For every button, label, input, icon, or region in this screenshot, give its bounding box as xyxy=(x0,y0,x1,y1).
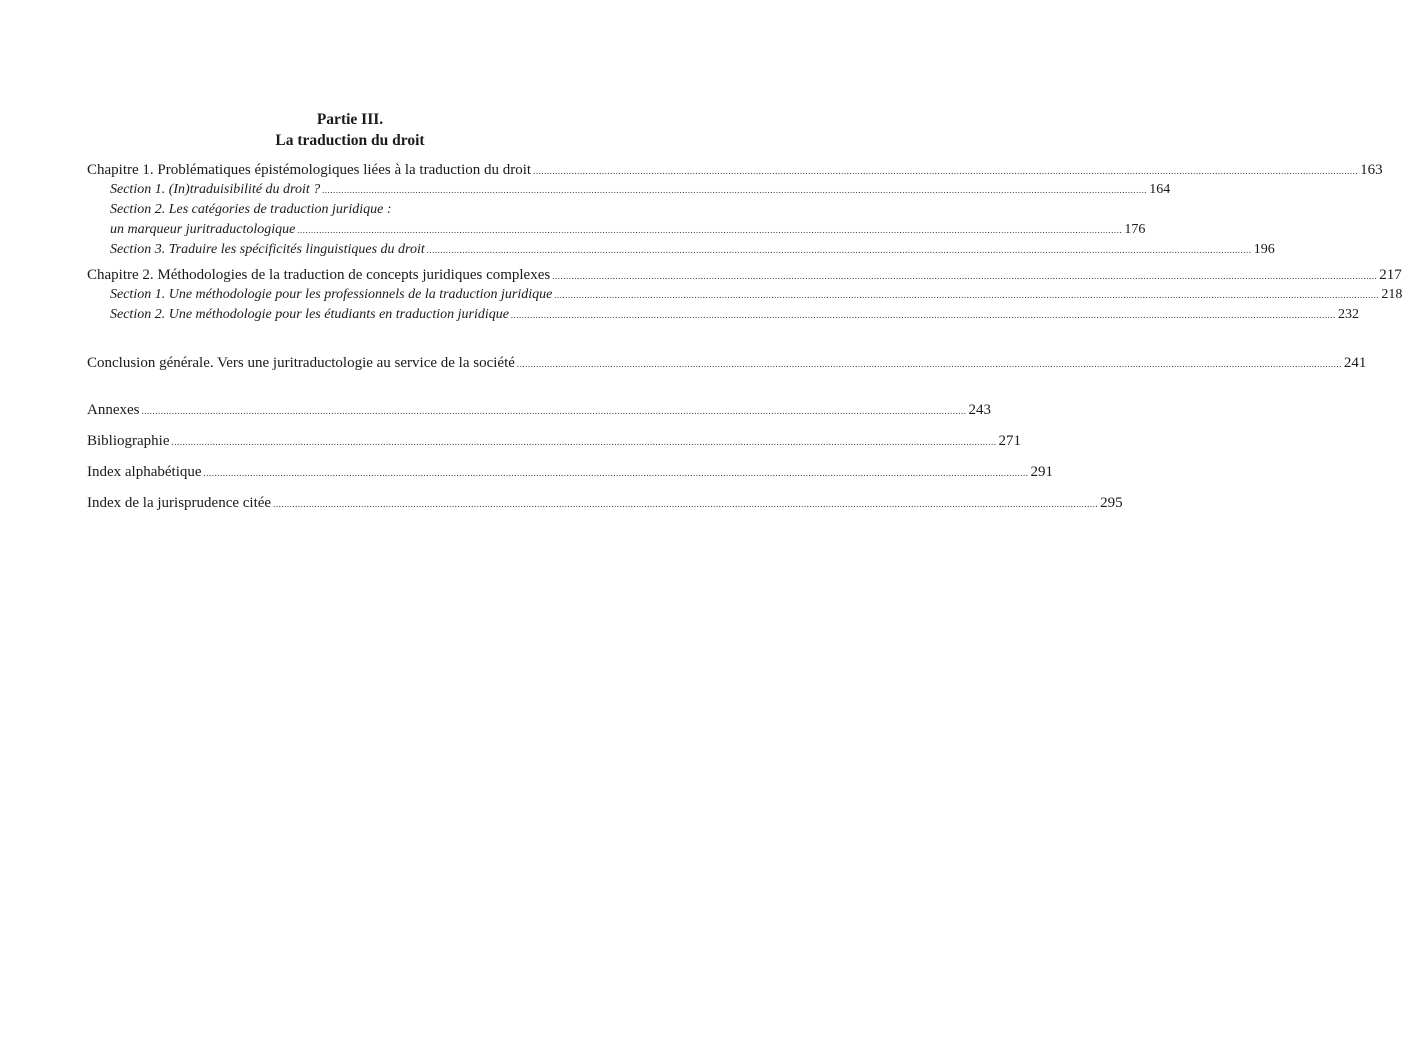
chapter-title: Chapitre 2. Méthodologies de la traduction de concepts juridiques complexes xyxy=(87,267,551,283)
table-of-contents xyxy=(87,160,1402,513)
conclusion-title: Conclusion générale. Vers une juritraductologie au service de la société xyxy=(87,355,515,371)
dot-leader: ............................................................................................................................................................................................................................................................................................................ xyxy=(297,225,1123,235)
dot-leader: ............................................................................................................................................................................................................................................................................................................ xyxy=(533,166,1359,176)
toc-entry-index-jurisprudence[interactable] xyxy=(87,493,1123,513)
dot-leader: ............................................................................................................................................................................................................................................................................................................ xyxy=(322,185,1148,195)
back-matter-title: Index de la jurisprudence citée xyxy=(87,495,272,511)
section-title: un marqueur juritraductologique xyxy=(110,222,296,237)
dot-leader: ............................................................................................................................................................................................................................................................................................................ xyxy=(510,310,1336,320)
section-title: Section 2. Une méthodologie pour les étudiants en traduction juridique xyxy=(110,307,509,322)
back-matter-title: Annexes xyxy=(87,402,140,418)
back-matter-title: Index alphabétique xyxy=(87,464,202,480)
dot-leader: ............................................................................................................................................................................................................................................................................................................ xyxy=(426,245,1252,255)
back-matter-title: Bibliographie xyxy=(87,433,170,449)
dot-leader: ............................................................................................................................................................................................................................................................................................................ xyxy=(203,468,1029,478)
section-title: Section 1. Une méthodologie pour les professionnels de la traduction juridique xyxy=(110,287,553,302)
page-number: 196 xyxy=(1253,242,1275,257)
page-number: 163 xyxy=(1360,162,1383,178)
page-number: 232 xyxy=(1337,307,1359,322)
dot-leader: ............................................................................................................................................................................................................................................................................................................ xyxy=(141,406,967,416)
toc-entry-bibliographie[interactable] xyxy=(87,431,1021,451)
page-number: 217 xyxy=(1379,267,1402,283)
toc-entry-section[interactable] xyxy=(87,220,1146,240)
toc-entry-conclusion[interactable] xyxy=(87,353,1367,373)
section-title: Section 3. Traduire les spécificités linguistiques du droit xyxy=(110,242,425,257)
page-number: 295 xyxy=(1100,495,1123,511)
chapter-title: Chapitre 1. Problématiques épistémologiques liées à la traduction du droit xyxy=(87,162,532,178)
dot-leader: ............................................................................................................................................................................................................................................................................................................ xyxy=(552,271,1378,281)
page-number: 271 xyxy=(998,433,1021,449)
dot-leader: ............................................................................................................................................................................................................................................................................................................ xyxy=(171,437,997,447)
page-number: 241 xyxy=(1343,355,1367,371)
page-number: 243 xyxy=(968,402,991,418)
toc-entry-section[interactable] xyxy=(87,305,1359,325)
part-title: La traduction du droit xyxy=(275,132,425,149)
toc-entry-index-alphabetique[interactable] xyxy=(87,462,1054,482)
toc-entry-section[interactable] xyxy=(87,285,1402,305)
section-title: Section 1. (In)traduisibilité du droit ? xyxy=(110,182,321,197)
toc-entry-chapter-2[interactable] xyxy=(87,265,1402,285)
toc-entry-section[interactable] xyxy=(87,180,1171,200)
dot-leader: ............................................................................................................................................................................................................................................................................................................ xyxy=(516,359,1342,369)
toc-entry-annexes[interactable] xyxy=(87,400,991,420)
toc-entry-section[interactable] xyxy=(87,240,1275,260)
section-title-line: Section 2. Les catégories de traduction juridique : xyxy=(110,202,392,217)
dot-leader: ............................................................................................................................................................................................................................................................................................................ xyxy=(273,499,1099,509)
page-number: 218 xyxy=(1381,287,1402,302)
page-number: 291 xyxy=(1030,464,1054,480)
dot-leader: ............................................................................................................................................................................................................................................................................................................ xyxy=(554,290,1380,300)
page-number: 164 xyxy=(1149,182,1171,197)
page-number: 176 xyxy=(1124,222,1146,237)
part-number: Partie III. xyxy=(316,111,384,128)
toc-entry-chapter-1[interactable] xyxy=(87,160,1383,180)
part-heading xyxy=(87,109,613,151)
